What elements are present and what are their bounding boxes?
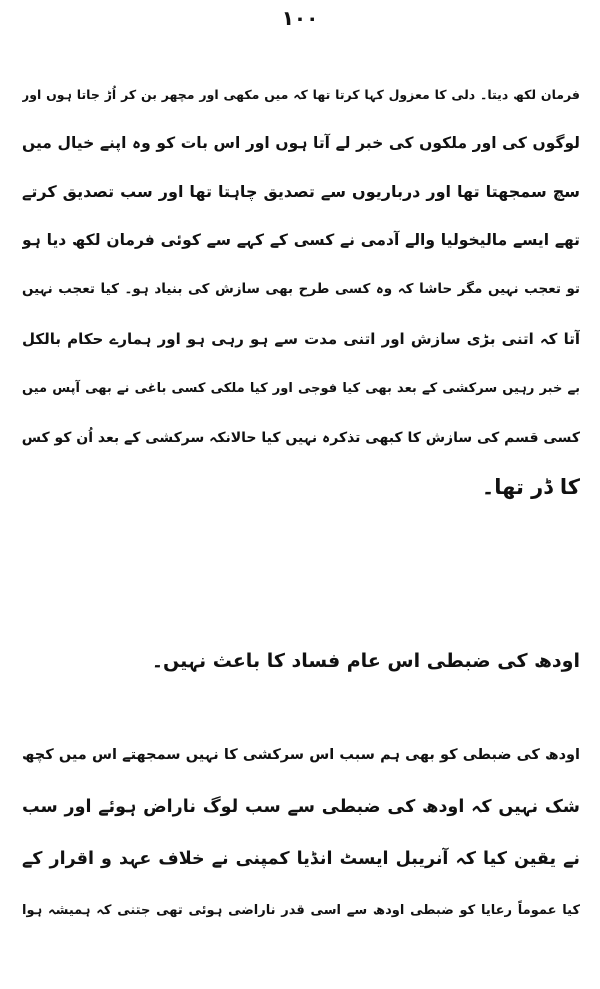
paragraph-1-line: فرمان لکھ دیتا۔ دلی کا معزول کہا کرتا تھا کہ میں مکھی اور مچھر بن کر اُڑ جاتا ہوں اور: [22, 87, 580, 102]
paragraph-1-line: تھے ایسے مالیخولیا والے آدمی نے کسی کے کہے سے کوئی فرمان لکھ دیا ہو: [22, 231, 580, 249]
paragraph-1-line: کسی قسم کی سازش کا کبھی تذکرہ نہیں کیا حالانکہ سرکشی کے بعد اُن کو کس: [22, 430, 580, 446]
paragraph-1-line: آتا کہ اتنی بڑی سازش اور اتنی مدت سے ہو رہی ہو اور ہمارے حکام بالکل: [22, 330, 580, 348]
paragraph-2-line: کیا عموماً رعایا کو ضبطی اودھ سے اسی قدر ناراضی ہوئی تھی جتنی کہ ہمیشہ ہوا: [22, 903, 580, 918]
section-heading: اودھ کی ضبطی اس عام فساد کا باعث نہیں۔: [151, 650, 580, 672]
paragraph-1-line: تو تعجب نہیں مگر حاشا کہ وہ کسی طرح بھی سازش کی بنیاد ہو۔ کیا تعجب نہیں: [22, 281, 580, 297]
paragraph-1-line: کا ڈر تھا۔: [481, 475, 580, 499]
paragraph-2-line: نے یقین کیا کہ آنریبل ایسٹ انڈیا کمپنی نے خلاف عہد و اقرار کے: [22, 849, 580, 869]
paragraph-1-line: لوگوں کی اور ملکوں کی خبر لے آتا ہوں اور اس بات کو وہ اپنے خیال میں: [22, 134, 580, 152]
paragraph-2-line: شک نہیں کہ اودھ کی ضبطی سے سب لوگ ناراض ہوئے اور سب: [22, 797, 580, 817]
paragraph-1-line: بے خبر رہیں سرکشی کے بعد بھی کیا فوجی اور کیا ملکی کسی باغی نے بھی آپس میں: [22, 381, 580, 396]
paragraph-2-line: اودھ کی ضبطی کو بھی ہم سبب اس سرکشی کا نہیں سمجھتے اس میں کچھ: [22, 747, 580, 763]
page-number: ۱۰۰: [281, 6, 319, 30]
paragraph-1-line: سچ سمجھتا تھا اور درباریوں سے تصدیق چاہتا تھا اور سب تصدیق کرتے: [22, 182, 580, 201]
